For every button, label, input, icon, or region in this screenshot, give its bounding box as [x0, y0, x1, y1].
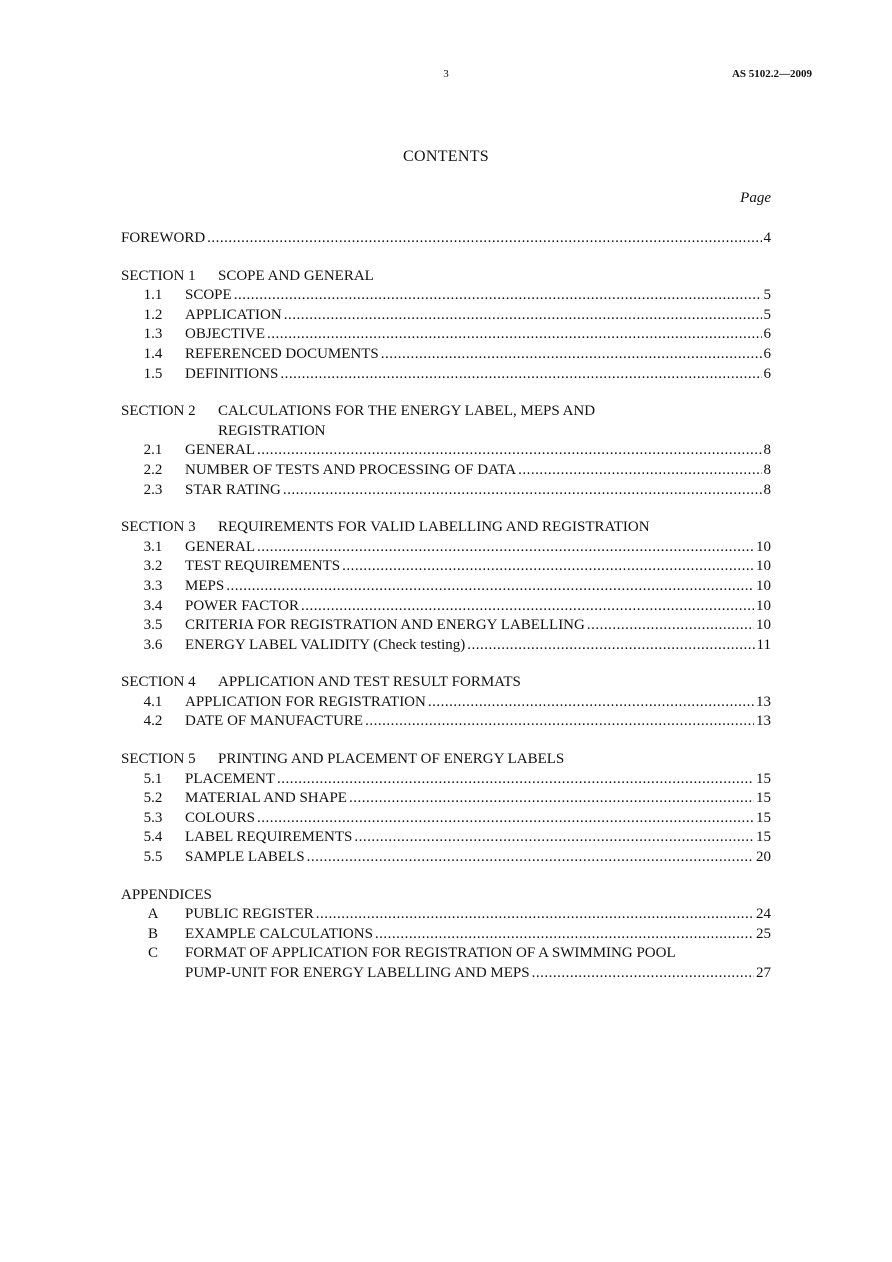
section-heading: [121, 267, 771, 287]
toc-entry[interactable]: [121, 693, 771, 713]
dot-leader: [307, 848, 754, 868]
toc-entry-page: 6: [763, 345, 771, 362]
dot-leader: [428, 693, 754, 713]
dot-leader: [267, 325, 762, 345]
dot-leader: [375, 925, 754, 945]
toc-entry-number: 2.1: [143, 442, 163, 459]
dot-leader: [518, 461, 761, 481]
toc-entry[interactable]: [121, 636, 771, 656]
section-3-block: [121, 518, 771, 655]
toc-entry-page: 4: [763, 230, 771, 246]
page-column-label: Page: [740, 190, 771, 206]
toc-entry-page: 25: [756, 925, 771, 942]
toc-entry[interactable]: [121, 286, 771, 306]
page-title: CONTENTS: [403, 148, 489, 165]
toc-entry-number: 1.4: [143, 345, 163, 362]
toc-entry-page: 11: [756, 636, 771, 653]
toc-entry[interactable]: [121, 441, 771, 461]
section-heading-continued: [121, 422, 771, 442]
toc-entry-title: EXAMPLE CALCULATIONS: [185, 925, 373, 942]
toc-entry-page: 10: [756, 617, 771, 634]
section-heading: [121, 750, 771, 770]
toc-entry-page: 13: [756, 693, 771, 710]
toc-entry-page: 13: [756, 713, 771, 730]
toc-entry-title: GENERAL: [185, 442, 255, 459]
toc-entry[interactable]: [121, 712, 771, 732]
toc-entry-page: 24: [756, 906, 771, 923]
standard-designation: AS 5102.2—2009: [731, 68, 812, 80]
dot-leader: [342, 557, 754, 577]
toc-entry-page: 10: [756, 538, 771, 555]
page-number: 3: [443, 68, 449, 80]
dot-leader: [234, 286, 762, 306]
table-of-contents: [121, 229, 771, 1002]
toc-entry-title: SAMPLE LABELS: [185, 849, 305, 866]
section-heading: [121, 518, 771, 538]
toc-entry-title: STAR RATING: [185, 481, 281, 498]
toc-entry-number: 2.3: [143, 481, 163, 498]
section-5-block: [121, 750, 771, 868]
toc-entry-number: 3.2: [143, 558, 163, 575]
dot-leader: [316, 905, 754, 925]
toc-entry-number: 3.6: [143, 636, 163, 653]
section-4-block: [121, 673, 771, 732]
dot-leader: [365, 712, 754, 732]
dot-leader: [226, 577, 754, 597]
section-heading: [121, 402, 771, 422]
toc-entry-page: 20: [756, 849, 771, 866]
toc-entry-page: 15: [756, 790, 771, 807]
toc-entry[interactable]: [121, 770, 771, 790]
toc-entry-number: C: [147, 945, 158, 962]
section-title: APPLICATION AND TEST RESULT FORMATS: [218, 674, 521, 691]
toc-entry[interactable]: [121, 597, 771, 617]
toc-entry-number: 1.1: [143, 287, 163, 304]
section-title: REQUIREMENTS FOR VALID LABELLING AND REGISTRATION: [218, 519, 650, 536]
toc-entry-number: 3.4: [143, 597, 163, 614]
toc-entry-title: FOREWORD: [121, 230, 206, 246]
toc-entry-title: MEPS: [185, 577, 225, 594]
toc-entry-title: SCOPE: [185, 287, 232, 304]
toc-entry-title: CRITERIA FOR REGISTRATION AND ENERGY LABELLING: [185, 617, 585, 634]
toc-entry-page: 15: [756, 809, 771, 826]
toc-entry-title: REFERENCED DOCUMENTS: [185, 345, 379, 362]
toc-entry-page: 15: [756, 829, 771, 846]
section-title: SCOPE AND GENERAL: [218, 267, 374, 284]
toc-entry[interactable]: [121, 848, 771, 868]
section-title-continued: REGISTRATION: [218, 422, 326, 439]
toc-entry[interactable]: [121, 789, 771, 809]
toc-entry[interactable]: [121, 557, 771, 577]
toc-entry-foreword[interactable]: [121, 229, 771, 249]
toc-entry-page: 6: [763, 326, 771, 343]
toc-entry[interactable]: [121, 345, 771, 365]
toc-entry-number: 5.2: [143, 790, 163, 807]
toc-entry-page: 10: [756, 597, 771, 614]
dot-leader: [349, 789, 754, 809]
dot-leader: [207, 229, 761, 249]
toc-entry-title: OBJECTIVE: [185, 326, 265, 343]
appendices-heading: APPENDICES: [121, 886, 212, 903]
toc-entry-title: APPLICATION: [185, 306, 282, 323]
toc-entry-number: B: [147, 925, 158, 942]
dot-leader: [257, 538, 754, 558]
appendices-block: [121, 886, 771, 984]
foreword-block: [121, 229, 771, 249]
toc-entry-number: 5.4: [143, 829, 163, 846]
toc-entry-title-continued: PUMP-UNIT FOR ENERGY LABELLING AND MEPS: [185, 965, 530, 981]
section-number: SECTION 1: [121, 267, 196, 284]
toc-entry-number: 5.5: [143, 849, 163, 866]
toc-entry-number: 5.3: [143, 809, 163, 826]
toc-entry-title: LABEL REQUIREMENTS: [185, 829, 353, 846]
toc-entry-page: 8: [763, 481, 771, 498]
section-1-block: [121, 267, 771, 385]
toc-entry[interactable]: [121, 306, 771, 326]
toc-entry-number: 3.1: [143, 538, 163, 555]
toc-entry[interactable]: [121, 461, 771, 481]
toc-entry-page: 5: [763, 287, 771, 304]
toc-entry-title: GENERAL: [185, 538, 255, 555]
toc-entry-number: 3.3: [143, 577, 163, 594]
toc-entry[interactable]: [121, 325, 771, 345]
dot-leader: [467, 636, 754, 656]
dot-leader: [283, 481, 762, 501]
toc-entry-page: 27: [756, 965, 771, 981]
toc-entry-title: PLACEMENT: [185, 770, 275, 787]
toc-entry-number: 1.2: [143, 306, 163, 323]
toc-entry-title: FORMAT OF APPLICATION FOR REGISTRATION OF A SWIMMING POOL: [185, 945, 676, 962]
toc-entry-number: 4.2: [143, 713, 163, 730]
toc-entry-page: 6: [763, 365, 771, 382]
toc-entry-title: DEFINITIONS: [185, 365, 279, 382]
toc-entry-title: TEST REQUIREMENTS: [185, 558, 341, 575]
section-number: SECTION 3: [121, 519, 196, 536]
toc-entry-number: 4.1: [143, 693, 163, 710]
toc-entry-title: PUBLIC REGISTER: [185, 906, 314, 923]
toc-entry-number: 1.3: [143, 326, 163, 343]
section-number: SECTION 4: [121, 674, 196, 691]
toc-entry-page: 8: [763, 461, 771, 478]
toc-entry-appendix-first-line[interactable]: [121, 944, 771, 964]
toc-entry[interactable]: [121, 577, 771, 597]
toc-entry-page: 15: [756, 770, 771, 787]
toc-entry-number: 3.5: [143, 617, 163, 634]
toc-entry-number: 1.5: [143, 365, 163, 382]
toc-entry[interactable]: [121, 365, 771, 385]
toc-entry[interactable]: [121, 481, 771, 501]
dot-leader: [277, 770, 754, 790]
toc-entry[interactable]: [121, 538, 771, 558]
dot-leader: [587, 616, 754, 636]
section-2-block: [121, 402, 771, 500]
toc-entry-title: APPLICATION FOR REGISTRATION: [185, 693, 426, 710]
section-number: SECTION 5: [121, 751, 196, 768]
toc-entry-page: 10: [756, 577, 771, 594]
toc-entry-appendix[interactable]: [121, 905, 771, 925]
toc-entry-appendix[interactable]: [121, 925, 771, 945]
section-title: CALCULATIONS FOR THE ENERGY LABEL, MEPS AND: [218, 403, 596, 420]
section-number: SECTION 2: [121, 403, 196, 420]
toc-entry-page: 5: [763, 306, 771, 323]
section-title: PRINTING AND PLACEMENT OF ENERGY LABELS: [218, 751, 565, 768]
toc-entry-number: A: [147, 906, 159, 923]
toc-entry-number: 2.2: [143, 461, 163, 478]
toc-entry-title: POWER FACTOR: [185, 597, 300, 614]
dot-leader: [280, 365, 761, 385]
toc-entry-title: NUMBER OF TESTS AND PROCESSING OF DATA: [185, 461, 517, 478]
toc-entry-number: 5.1: [143, 770, 163, 787]
dot-leader: [381, 345, 762, 365]
toc-entry-title: ENERGY LABEL VALIDITY (Check testing): [185, 636, 466, 653]
dot-leader: [354, 828, 754, 848]
dot-leader: [257, 809, 754, 829]
dot-leader: [532, 964, 754, 984]
toc-entry-title: COLOURS: [185, 809, 256, 826]
toc-entry-appendix-continued[interactable]: [121, 964, 771, 984]
toc-entry-title: DATE OF MANUFACTURE: [185, 713, 364, 730]
toc-entry[interactable]: [121, 809, 771, 829]
toc-entry-title: MATERIAL AND SHAPE: [185, 790, 347, 807]
toc-entry[interactable]: [121, 616, 771, 636]
toc-entry-page: 8: [763, 442, 771, 459]
toc-entry[interactable]: [121, 828, 771, 848]
section-heading: [121, 673, 771, 693]
toc-entry-page: 10: [756, 558, 771, 575]
dot-leader: [301, 597, 754, 617]
dot-leader: [284, 306, 762, 326]
dot-leader: [257, 441, 762, 461]
